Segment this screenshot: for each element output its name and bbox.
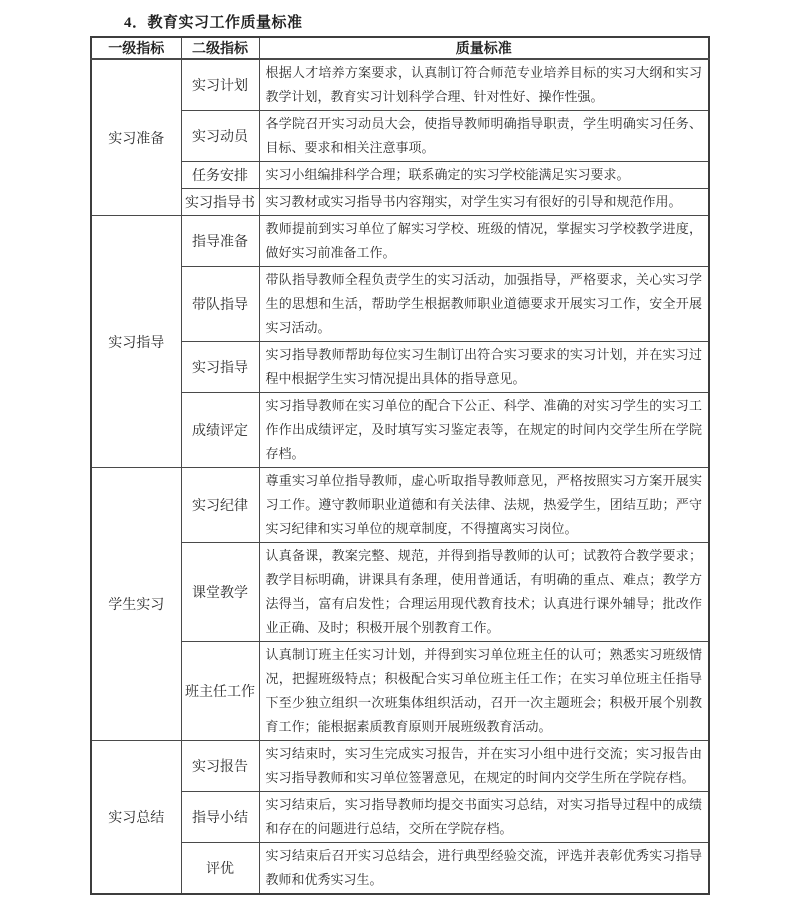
level2-indicator-cell: 实习计划 [181, 59, 259, 111]
quality-standard-cell: 实习结束后，实习指导教师均提交书面实习总结，对实习指导过程中的成绩和存在的问题进行总结，交所在学院存档。 [259, 792, 709, 843]
level2-indicator-cell: 实习报告 [181, 741, 259, 792]
table-row [91, 342, 709, 393]
level1-indicator-cell: 实习指导 [91, 216, 181, 468]
level2-indicator-cell: 实习纪律 [181, 468, 259, 543]
level2-indicator-cell: 带队指导 [181, 267, 259, 342]
table-row [91, 843, 709, 895]
quality-standard-cell: 实习小组编排科学合理；联系确定的实习学校能满足实习要求。 [259, 162, 709, 189]
table-row [91, 468, 709, 543]
level1-indicator-cell: 实习准备 [91, 59, 181, 216]
table-header-row [91, 37, 709, 59]
header-quality-standard: 质量标准 [259, 37, 709, 59]
table-row [91, 216, 709, 267]
table-row [91, 792, 709, 843]
page-title: 4．教育实习工作质量标准 [124, 15, 303, 31]
quality-standard-cell: 认真备课，教案完整、规范，并得到指导教师的认可；试教符合教学要求；教学目标明确，讲课具有条理，使用普通话，有明确的重点、难点；教学方法得当，富有启发性；合理运用现代教育技术；认真进行课外辅导；批改作业正确、及时；积极开展个别教育工作。 [259, 543, 709, 642]
table-row [91, 393, 709, 468]
level2-indicator-cell: 指导准备 [181, 216, 259, 267]
header-level1-indicator: 一级指标 [91, 37, 181, 59]
quality-standard-cell: 实习结束后召开实习总结会，进行典型经验交流，评选并表彰优秀实习指导教师和优秀实习生。 [259, 843, 709, 895]
quality-standard-cell: 实习指导教师帮助每位实习生制订出符合实习要求的实习计划，并在实习过程中根据学生实习情况提出具体的指导意见。 [259, 342, 709, 393]
quality-standard-cell: 教师提前到实习单位了解实习学校、班级的情况，掌握实习学校教学进度，做好实习前准备工作。 [259, 216, 709, 267]
level2-indicator-cell: 实习动员 [181, 111, 259, 162]
quality-standard-cell: 带队指导教师全程负责学生的实习活动，加强指导，严格要求，关心实习学生的思想和生活，帮助学生根据教师职业道德要求开展实习工作，安全开展实习活动。 [259, 267, 709, 342]
table-row [91, 59, 709, 111]
table-row [91, 741, 709, 792]
quality-standard-cell: 实习指导教师在实习单位的配合下公正、科学、准确的对实习学生的实习工作作出成绩评定，及时填写实习鉴定表等，在规定的时间内交学生所在学院存档。 [259, 393, 709, 468]
quality-standard-cell: 根据人才培养方案要求，认真制订符合师范专业培养目标的实习大纲和实习教学计划，教育实习计划科学合理、针对性好、操作性强。 [259, 59, 709, 111]
level2-indicator-cell: 班主任工作 [181, 642, 259, 741]
table-row [91, 267, 709, 342]
quality-standard-cell: 尊重实习单位指导教师，虚心听取指导教师意见，严格按照实习方案开展实习工作。遵守教师职业道德和有关法律、法规，热爱学生，团结互助；严守实习纪律和实习单位的规章制度，不得擅离实习岗位。 [259, 468, 709, 543]
table-row [91, 111, 709, 162]
level1-indicator-cell: 实习总结 [91, 741, 181, 895]
level2-indicator-cell: 指导小结 [181, 792, 259, 843]
level2-indicator-cell: 实习指导书 [181, 189, 259, 216]
level1-indicator-cell: 学生实习 [91, 468, 181, 741]
table-row [91, 642, 709, 741]
quality-standard-cell: 各学院召开实习动员大会，使指导教师明确指导职责，学生明确实习任务、目标、要求和相关注意事项。 [259, 111, 709, 162]
quality-standard-cell: 实习结束时，实习生完成实习报告，并在实习小组中进行交流；实习报告由实习指导教师和实习单位签署意见，在规定的时间内交学生所在学院存档。 [259, 741, 709, 792]
level2-indicator-cell: 评优 [181, 843, 259, 895]
quality-standard-cell: 实习教材或实习指导书内容翔实，对学生实习有很好的引导和规范作用。 [259, 189, 709, 216]
level2-indicator-cell: 成绩评定 [181, 393, 259, 468]
level2-indicator-cell: 任务安排 [181, 162, 259, 189]
table-row [91, 162, 709, 189]
quality-standard-cell: 认真制订班主任实习计划，并得到实习单位班主任的认可；熟悉实习班级情况，把握班级特点；积极配合实习单位班主任工作；在实习单位班主任指导下至少独立组织一次班集体组织活动，召开一次主题班会；积极开展个别教育工作；能根据素质教育原则开展班级教育活动。 [259, 642, 709, 741]
level2-indicator-cell: 实习指导 [181, 342, 259, 393]
level2-indicator-cell: 课堂教学 [181, 543, 259, 642]
table-row [91, 543, 709, 642]
header-level2-indicator: 二级指标 [181, 37, 259, 59]
table-row [91, 189, 709, 216]
quality-standards-table [90, 36, 710, 895]
